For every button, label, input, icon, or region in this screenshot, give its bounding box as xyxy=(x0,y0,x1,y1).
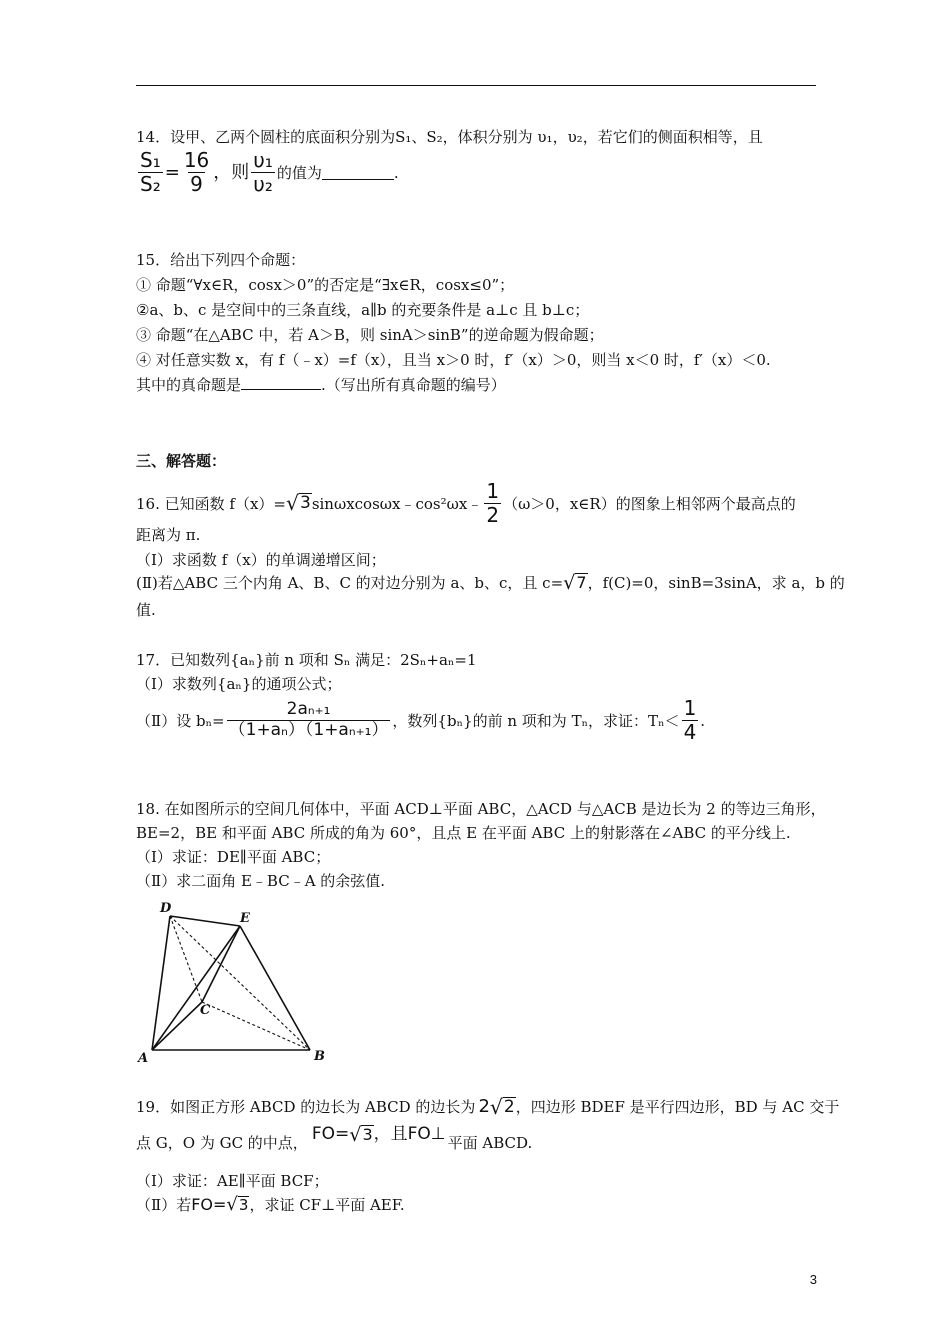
edge-AE xyxy=(152,926,240,1050)
q19-part1: （Ⅰ）求证：AE∥平面 BCF； xyxy=(136,1172,329,1190)
sqrt-3-fo: √ 3 xyxy=(349,1122,373,1146)
edge-CE xyxy=(202,926,240,1002)
q19-line1: 19．如图正方形 ABCD 的边长为 ABCD 的边长为 2 √ 2 ，四边形 BDEF 是平行四边形，BD 与 AC 交于 xyxy=(136,1095,840,1119)
sqrt-3: √ 3 xyxy=(285,491,311,516)
q15-item-4: ④ 对任意实数 x，有 f（﹣x）=f（x），且当 x＞0 时，f′（x）＞0，则当 x＜0 时，f′（x）＜0. xyxy=(136,351,771,369)
q15-item-2: ②a、b、c 是空间中的三条直线，a∥b 的充要条件是 a⊥c 且 b⊥c； xyxy=(136,301,590,319)
q14-volume-ratio: $\frac{\text{υ₁}}{\text{υ₂}}$ xyxy=(253,148,273,196)
q17-bn-fraction: $\frac{\text{2aₙ₊₁}}{\text{（1+aₙ）（1+aₙ₊₁）}}$ xyxy=(228,699,389,740)
sqrt-2: √ 2 xyxy=(489,1095,515,1119)
q14-ratio-value: $\frac{16}{9}$ xyxy=(183,148,210,196)
edge-DA xyxy=(152,916,170,1050)
q15-item-3: ③ 命题“在△ABC 中，若 A＞B，则 sinA＞sinB”的逆命题为假命题； xyxy=(136,326,604,344)
q18-line1: 18. 在如图所示的空间几何体中，平面 ACD⊥平面 ABC，△ACD 与△ACB 是边长为 2 的等边三角形， xyxy=(136,800,826,818)
solid-edges xyxy=(152,916,310,1050)
page-number: 3 xyxy=(809,1272,817,1287)
edge-DE xyxy=(170,916,240,926)
q16-part2-end: 值. xyxy=(136,601,156,619)
edge-AC xyxy=(152,1002,202,1050)
header-rule xyxy=(136,85,816,86)
edge-DB xyxy=(170,916,310,1050)
q18-part1: （Ⅰ）求证：DE∥平面 ABC； xyxy=(136,848,331,866)
sqrt-3-fo-2: √ 3 xyxy=(226,1193,249,1215)
q19-part2: （Ⅱ）若 FO= √ 3 ，求证 CF⊥平面 AEF. xyxy=(136,1193,405,1215)
q16-half: $\frac{1}{2}$ xyxy=(486,479,500,527)
hidden-edges xyxy=(170,916,310,1050)
q15-ask: 其中的真命题是 .（写出所有真命题的编号） xyxy=(136,376,506,394)
label-E: E xyxy=(240,911,250,926)
q14-area-ratio: $\frac{\text{S₁}}{\text{S₂}}$ xyxy=(140,148,161,196)
q17-title: 17．已知数列{aₙ}前 n 项和 Sₙ 满足：2Sₙ+aₙ=1 xyxy=(136,651,477,669)
edge-DC xyxy=(170,916,202,1002)
edge-CB xyxy=(202,1002,310,1050)
label-D: D xyxy=(160,901,172,916)
q19-line2: 点 G，O 为 GC 的中点， FO= √ 3 ，且FO⊥ 平面 ABCD. xyxy=(136,1122,533,1152)
q16-part2: (Ⅱ)若△ABC 三个内角 A、B、C 的对边分别为 a、b、c，且 c= √ 7 ，f(C)=0，sinB=3sinA，求 a，b 的 xyxy=(136,571,845,595)
q18-part2: （Ⅱ）求二面角 E﹣BC﹣A 的余弦值. xyxy=(136,872,386,890)
q16-part1: （Ⅰ）求函数 f（x）的单调递增区间； xyxy=(136,551,386,569)
q17-part2: （Ⅱ）设 bₙ= $\frac{\text{2aₙ₊₁}}{\text{（1+aₙ）（1+aₙ₊₁）}}$ ，数列{bₙ}的前 n 项和为 Tₙ，求证：Tₙ＜ $\frac{1}{4}$ . xyxy=(136,696,706,744)
q18-line2: BE=2，BE 和平面 ABC 所成的角为 60°，且点 E 在平面 ABC 上的射影落在∠ABC 的平分线上. xyxy=(136,824,791,842)
q15-item-1: ① 命题“∀x∈R，cosx＞0”的否定是“∃x∈R，cosx≤0”； xyxy=(136,276,515,294)
q17-part1: （Ⅰ）求数列{aₙ}的通项公式； xyxy=(136,675,342,693)
q14-line2: $\frac{\text{S₁}}{\text{S₂}}$ = $\frac{16}{9}$ ，则 $\frac{\text{υ₁}}{\text{υ₂}}$ 的值为 . xyxy=(140,148,399,196)
q14-line1: 14．设甲、乙两个圆柱的底面积分别为S₁、S₂，体积分别为 υ₁，υ₂，若它们的侧面积相等，且 xyxy=(136,128,763,146)
q16-line1: 16. 已知函数 f（x）= √ 3 sinωxcosωx﹣cos²ωx﹣ $\frac{1}{2}$ （ω＞0，x∈R）的图象上相邻两个最高点的 xyxy=(136,479,796,527)
q16-line2: 距离为 π. xyxy=(136,526,201,544)
answer-blank-15 xyxy=(241,375,321,390)
label-A: A xyxy=(138,1051,149,1066)
geometry-figure xyxy=(130,900,340,1070)
edge-EB xyxy=(240,926,310,1050)
label-B: B xyxy=(314,1049,325,1064)
q15-title: 15．给出下列四个命题： xyxy=(136,251,306,269)
q17-quarter: $\frac{1}{4}$ xyxy=(683,696,697,744)
sqrt-7: √ 7 xyxy=(563,571,587,595)
answer-blank-14 xyxy=(322,165,394,180)
section-heading: 三、解答题： xyxy=(136,452,227,470)
label-C: C xyxy=(200,1003,211,1018)
